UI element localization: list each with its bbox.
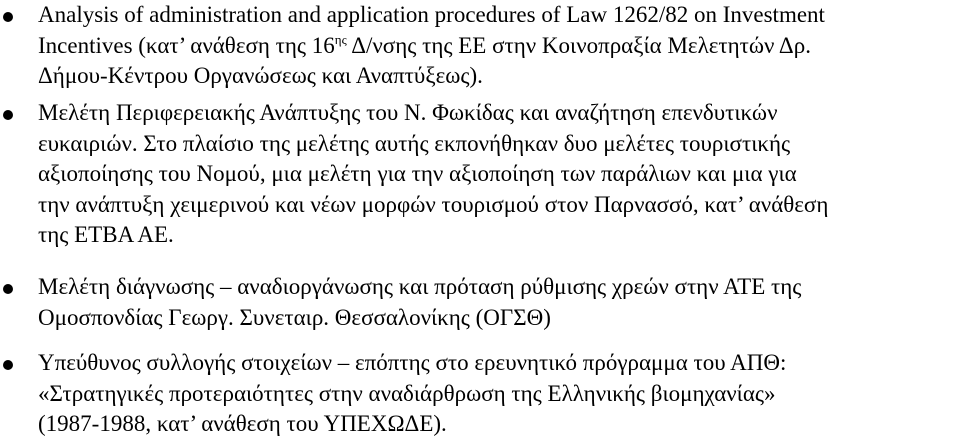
- text-line: αξιοποίησης του Νομού, μια μελέτη για την αξιοποίηση των παράλιων και μια για: [38, 161, 797, 186]
- ordinal-superscript: ης: [334, 31, 347, 47]
- text-segment: Δ/νσης της ΕΕ στην Κοινοπραξία Μελετητών Δρ.: [346, 32, 811, 58]
- text-line: Δήμου-Κέντρου Οργανώσεως και Αναπτύξεως).: [38, 63, 483, 88]
- text-line: Ομοσπονδίας Γεωργ. Συνεταιρ. Θεσσαλονίκης (ΟΓΣΘ): [38, 304, 551, 330]
- bullet-icon: [3, 12, 13, 22]
- text-line: «Στρατηγικές προτεραιότητες στην αναδιάρθρωση της Ελληνικής βιομηχανίας»: [38, 380, 776, 406]
- list-item-text: [38, 348, 956, 440]
- bullet-icon: [3, 110, 13, 120]
- bullet-icon: [3, 284, 13, 294]
- text-segment: Incentives (κατ’ ανάθεση της 16: [38, 32, 335, 58]
- bullet-icon: [3, 360, 13, 370]
- text-line: (1987-1988, κατ’ ανάθεση του ΥΠΕΧΩΔΕ).: [38, 411, 447, 436]
- text-line: Υπεύθυνος συλλογής στοιχείων – επόπτης στο ερευνητικό πρόγραμμα του ΑΠΘ:: [38, 350, 787, 375]
- list-item-text: [38, 272, 956, 333]
- text-line: της ΕΤΒΑ ΑΕ.: [38, 222, 174, 247]
- list-item-text: [38, 98, 956, 251]
- text-line: ευκαιριών. Στο πλαίσιο της μελέτης αυτής εκπονήθηκαν δυο μελέτες τουριστικής: [38, 130, 791, 156]
- text-line: Analysis of administration and application procedures of Law 1262/82 on Investment: [38, 2, 825, 27]
- text-line: Μελέτη διάγνωσης – αναδιοργάνωσης και πρόταση ρύθμισης χρεών στην ΑΤΕ της: [38, 274, 802, 299]
- list-item-text: [38, 0, 956, 92]
- text-line: Μελέτη Περιφερειακής Ανάπτυξης του Ν. Φωκίδας και αναζήτηση επενδυτικών: [38, 100, 778, 125]
- text-line: την ανάπτυξη χειμερινού και νέων μορφών τουρισμού στον Παρνασσό, κατ’ ανάθεση: [38, 191, 829, 217]
- text-line: [38, 31, 956, 62]
